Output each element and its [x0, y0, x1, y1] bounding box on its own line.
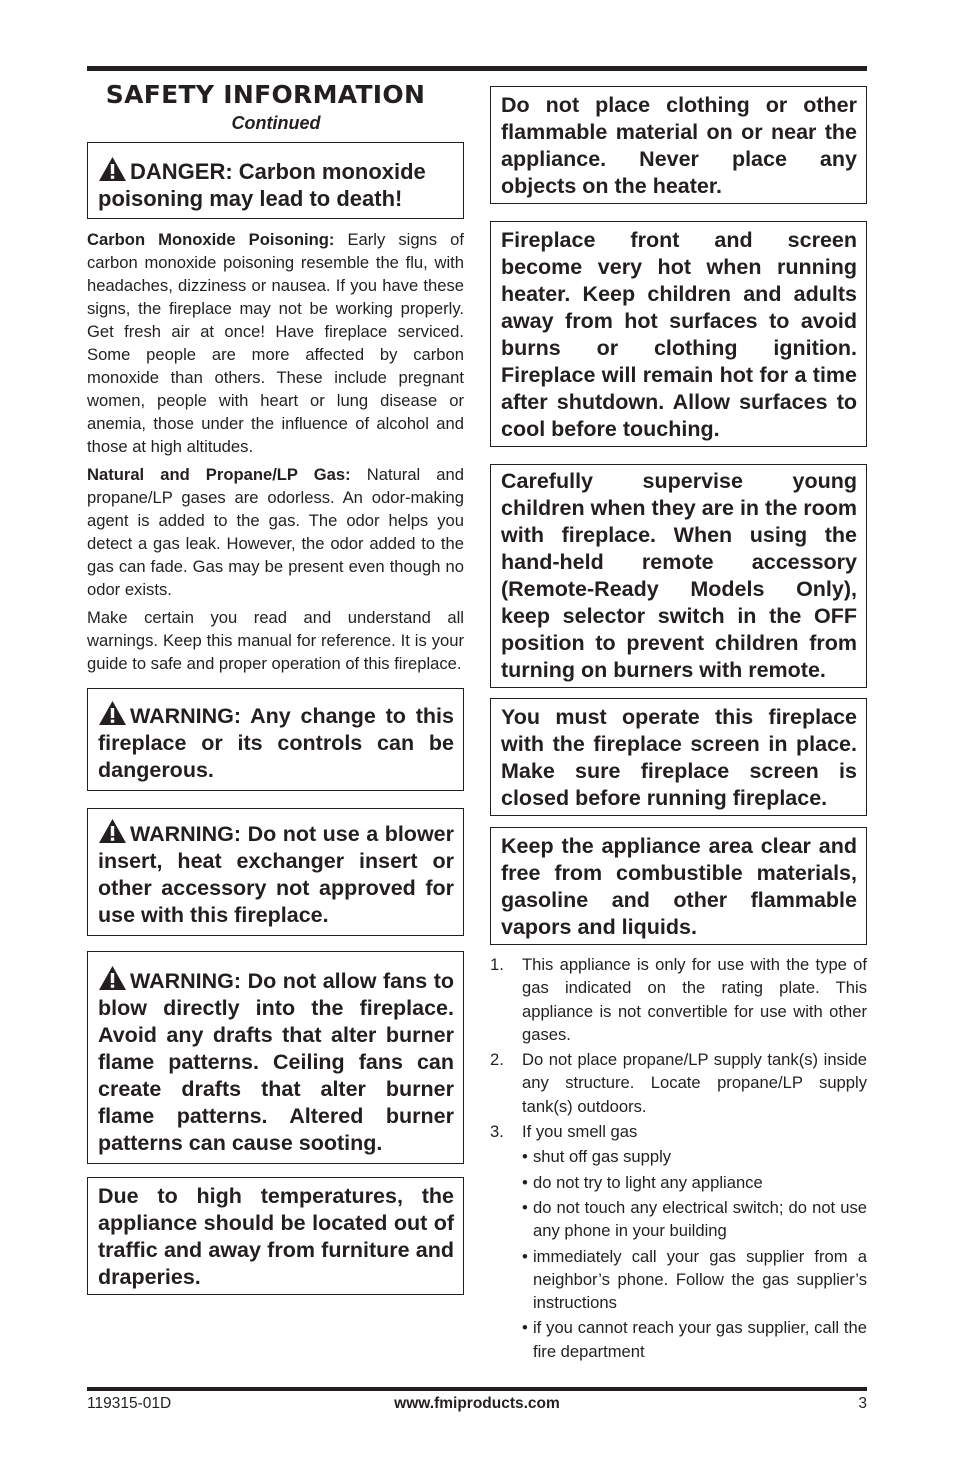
bullet-icon: •	[522, 1318, 528, 1338]
warning-triangle-icon	[98, 700, 127, 726]
bullet-text: if you cannot reach your gas supplier, call the fire department	[533, 1318, 867, 1361]
warning-fans-box	[87, 951, 464, 1164]
bottom-rule	[87, 1387, 867, 1391]
bullet-icon: •	[522, 1197, 528, 1217]
clear-area-box: Keep the appliance area clear and free from combustible materials, gasoline and other flammable vapors and liquids.	[490, 827, 867, 945]
bullet-item	[522, 1316, 867, 1363]
page-number: 3	[858, 1395, 867, 1412]
section-title: SAFETY INFORMATION	[105, 80, 426, 109]
co-text: Early signs of carbon monoxide poisoning resemble the flu, with headaches, dizziness or nausea. If you have these signs, the fireplace may not be working properly. Get fresh air at once! Have fireplace serviced. Some people are more affected by carbon monoxide than others. These include pregnant women, people with heart or lung disease or anemia, those under the influence of alcohol and those at high altitudes.	[87, 230, 464, 456]
bullet-text: do not try to light any appliance	[533, 1172, 763, 1192]
clothing-box: Do not place clothing or other flammable material on or near the appliance. Never place any objects on the heater.	[490, 86, 867, 204]
bullet-text: immediately call your gas supplier from a neighbor’s phone. Follow the gas supplier’s instructions	[533, 1246, 867, 1313]
hot-surface-box: Fireplace front and screen become very hot when running heater. Keep children and adults away from hot surfaces to avoid burns or clothing ignition. Fireplace will remain hot for a time after shutdown. Allow surfaces to cool before touching.	[490, 221, 867, 447]
read-paragraph: Make certain you read and understand all warnings. Keep this manual for reference. It is your guide to safe and proper operation of this fireplace.	[87, 608, 464, 673]
doc-number: 119315-01D	[87, 1395, 172, 1412]
left-column	[87, 78, 464, 1295]
bullet-icon: •	[522, 1147, 528, 1167]
list-item	[490, 1048, 867, 1118]
bullet-text: do not touch any electrical switch; do not use any phone in your building	[533, 1197, 867, 1241]
warning-blower-box	[87, 808, 464, 936]
warning-change-box	[87, 688, 464, 791]
list-item-text: This appliance is only for use with the type of gas indicated on the rating plate. This appliance is not convertible for use with other gases.	[522, 955, 867, 1044]
top-rule	[87, 66, 867, 71]
bullet-item	[522, 1145, 867, 1168]
warning-triangle-icon	[98, 156, 127, 182]
co-label: Carbon Monoxide Poisoning:	[87, 230, 335, 249]
warning-change-text: WARNING: Any change to this fireplace or its controls can be dangerous.	[98, 704, 454, 782]
bullet-text: shut off gas supply	[533, 1147, 672, 1167]
gas-label: Natural and Propane/LP Gas:	[87, 465, 351, 484]
list-item-text: If you smell gas	[522, 1122, 638, 1142]
instruction-list	[490, 953, 867, 1363]
bullet-item	[522, 1245, 867, 1315]
list-item	[490, 1120, 867, 1363]
section-subtitle: Continued	[231, 113, 321, 133]
temperature-box: Due to high temperatures, the appliance should be located out of traffic and away from furniture and draperies.	[87, 1177, 464, 1295]
website-link[interactable]: www.fmiproducts.com	[394, 1395, 560, 1412]
list-item	[490, 953, 867, 1046]
danger-text: DANGER: Carbon monoxide poisoning may lead to death!	[98, 159, 426, 211]
right-column	[490, 86, 867, 1365]
list-item-number: 3.	[490, 1122, 504, 1142]
children-box: Carefully supervise young children when they are in the room with fireplace. When using the hand-held remote accessory (Remote-Ready Models Only), keep selector switch in the OFF position to prevent children from turning on burners with remote.	[490, 464, 867, 688]
bullet-item	[522, 1196, 867, 1243]
warning-blower-text: WARNING: Do not use a blower insert, heat exchanger insert or other accessory not approved for use with this fireplace.	[98, 822, 454, 927]
list-item-number: 2.	[490, 1050, 504, 1070]
bullet-item	[522, 1171, 867, 1194]
gas-text: Natural and propane/LP gases are odorless. An odor-making agent is added to the gas. The odor helps you detect a gas leak. However, the odor added to the gas can fade. Gas may be present even though no odor exists.	[87, 465, 464, 599]
bullet-icon: •	[522, 1172, 528, 1192]
gas-smell-bullets	[522, 1145, 867, 1363]
danger-box	[87, 142, 464, 219]
screen-box: You must operate this fireplace with the fireplace screen in place. Make sure fireplace screen is closed before running fireplace.	[490, 698, 867, 816]
warning-triangle-icon	[98, 818, 127, 844]
co-paragraph	[87, 228, 464, 458]
warning-fans-text: WARNING: Do not allow fans to blow directly into the fireplace. Avoid any drafts that alter burner flame patterns. Ceiling fans can create drafts that alter burner flame patterns. Altered burner patterns can cause sooting.	[98, 969, 454, 1155]
warning-triangle-icon	[98, 965, 127, 991]
list-item-number: 1.	[490, 955, 504, 974]
list-item-text: Do not place propane/LP supply tank(s) inside any structure. Locate propane/LP supply tank(s) outdoors.	[522, 1050, 867, 1116]
gas-paragraph	[87, 463, 464, 601]
bullet-icon: •	[522, 1246, 528, 1266]
